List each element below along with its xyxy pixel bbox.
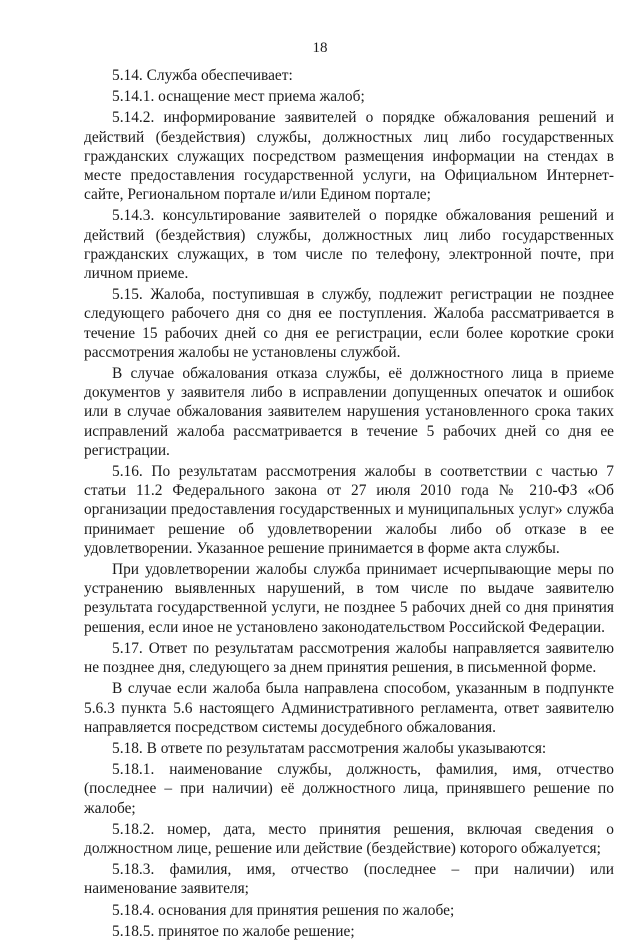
paragraph-5-15: 5.15. Жалоба, поступившая в службу, подлежит регистрации не позднее следующего рабочего дня со дня ее поступления. Жалоба рассматривается в течение 15 рабочих дней со дня ее регистрации, если более короткие сроки рассмотрения жалобы не установлены службой. (84, 286, 614, 361)
paragraph-5-17: 5.17. Ответ по результатам рассмотрения жалобы направляется заявителю не позднее дня, следующего за днем принятия решения, в письменной форме. (84, 639, 614, 677)
paragraph-5-17-system: В случае если жалоба была направлена способом, указанным в подпункте 5.6.3 пункта 5.6 настоящего Административного регламента, ответ заявителю направляется посредством системы досудебного обжалования. (84, 680, 614, 736)
paragraph-5-16: 5.16. По результатам рассмотрения жалобы в соответствии с частью 7 статьи 11.2 Федерального закона от 27 июля 2010 года № 210-ФЗ «Об организации предоставления государственных и муниципальных услуг» служба принимает решение об удовлетворении жалобы либо об отказе в ее удовлетворении. Указанное решение принимается в форме акта службы. (84, 463, 614, 557)
page-number: 18 (312, 40, 328, 56)
paragraph-5-18-1: 5.18.1. наименование службы, должность, фамилия, имя, отчество (последнее – при наличии) её должностного лица, принявшего решение по жалобе; (84, 761, 614, 817)
paragraph-5-14-3: 5.14.3. консультирование заявителей о порядке обжалования решений и действий (бездействия) службы, должностных лиц либо государственных гражданских служащих, в том числе по телефону, электронной почте, при личном приеме. (84, 207, 614, 283)
paragraph-5-14-2: 5.14.2. информирование заявителей о порядке обжалования решений и действий (бездействия) службы, должностных лиц либо государственных гражданских служащих посредством размещения информации на стендах в месте предоставления государственной услуги, на Официальном Интернет-сайте, Региональном портале и/или Едином портале; (84, 109, 614, 204)
paragraph-5-18-4: 5.18.4. основания для принятия решения по жалобе; (112, 901, 455, 919)
document-body (84, 66, 614, 943)
paragraph-5-15-appeal-refusal: В случае обжалования отказа службы, её должностного лица в приеме документов у заявителя либо в исправлении допущенных опечаток и ошибок или в случае обжалования заявителем нарушения установленного срока таких исправлений жалоба рассматривается в течение 5 рабочих дней со дня ее регистрации. (84, 365, 614, 459)
paragraph-5-14-1: 5.14.1. оснащение мест приема жалоб; (112, 88, 365, 106)
paragraph-5-14: 5.14. Служба обеспечивает: (112, 67, 293, 84)
paragraph-5-18-5: 5.18.5. принятое по жалобе решение; (112, 922, 355, 940)
paragraph-5-18: 5.18. В ответе по результатам рассмотрения жалобы указываются: (112, 739, 547, 757)
paragraph-5-18-2: 5.18.2. номер, дата, место принятия решения, включая сведения о должностном лице, решение или действие (бездействие) которого обжалуется; (84, 820, 614, 857)
paragraph-5-16-satisfaction: При удовлетворении жалобы служба принимает исчерпывающие меры по устранению выявленных нарушений, в том числе по выдаче заявителю результата государственной услуги, не позднее 5 рабочих дней со дня принятия решения, если иное не установлено законодательством Российской Федерации. (84, 561, 614, 636)
paragraph-5-18-3: 5.18.3. фамилия, имя, отчество (последнее – при наличии) или наименование заявителя; (84, 861, 614, 898)
